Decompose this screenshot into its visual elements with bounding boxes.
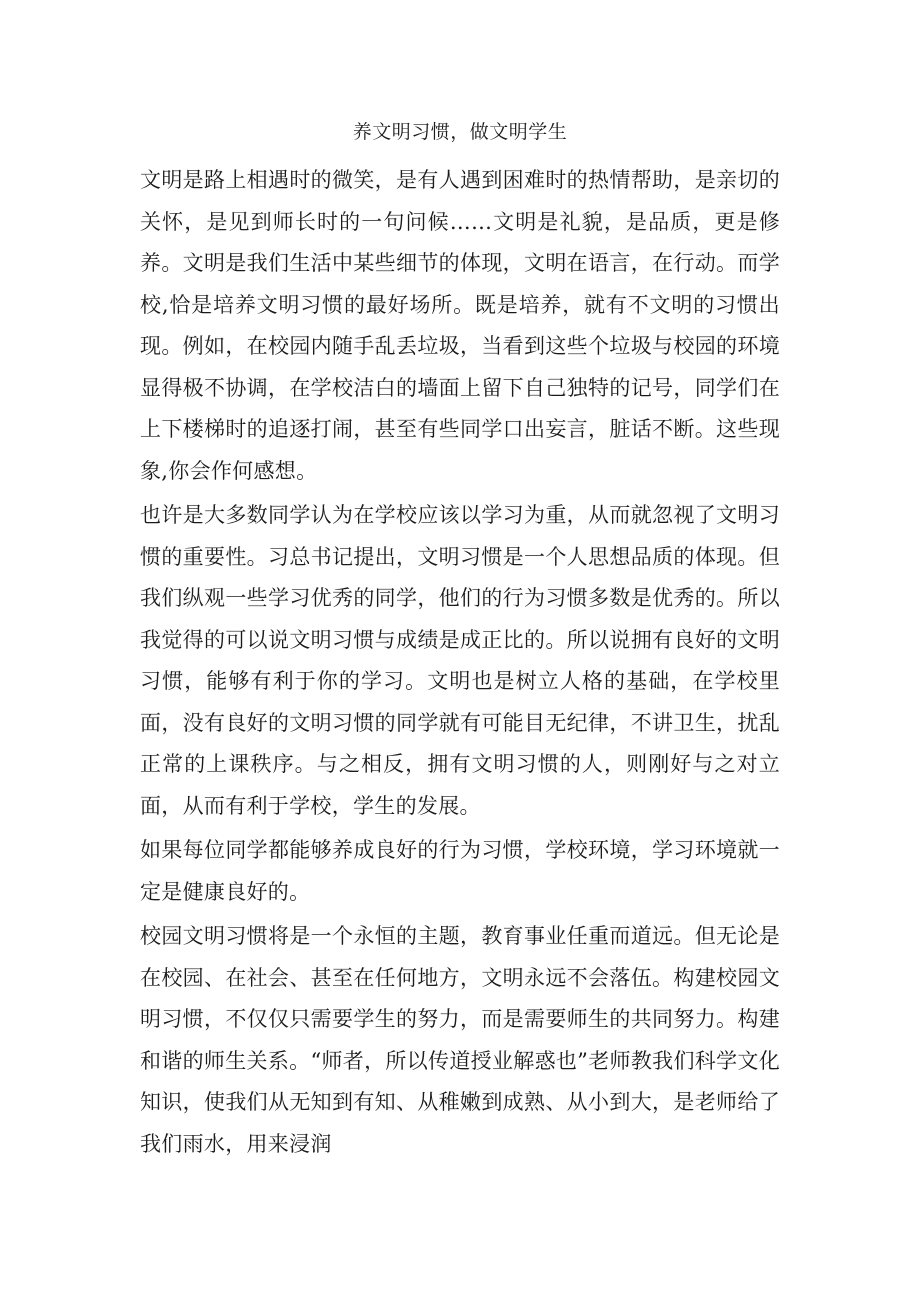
document-body — [140, 160, 780, 1165]
paragraph-3: 如果每位同学都能够养成良好的行为习惯，学校环境，学习环境就一定是健康良好的。 — [140, 838, 780, 904]
document-title: 养文明习惯，做文明学生 — [352, 121, 568, 143]
paragraph-1: 文明是路上相遇时的微笑，是有人遇到困难时的热情帮助，是亲切的关怀，是见到师长时的一句问候……文明是礼貌，是品质，更是修养。文明是我们生活中某些细节的体现，文明在语言，在行动。而学校,恰是培养文明习惯的最好场所。既是培养，就有不文明的习惯出现。例如，在校园内随手乱丢垃圾，当看到这些个垃圾与校园的环境显得极不协调，在学校洁白的墙面上留下自己独特的记号，同学们在上下楼梯时的追逐打闹，甚至有些同学口出妄言，脏话不断。这些现象,你会作何感想。 — [140, 168, 780, 483]
paragraph-2: 也许是大多数同学认为在学校应该以学习为重，从而就忽视了文明习惯的重要性。习总书记提出，文明习惯是一个人思想品质的体现。但我们纵观一些学习优秀的同学，他们的行为习惯多数是优秀的。所以我觉得的可以说文明习惯与成绩是成正比的。所以说拥有良好的文明习惯，能够有利于你的学习。文明也是树立人格的基础，在学校里面，没有良好的文明习惯的同学就有可能目无纪律，不讲卫生，扰乱正常的上课秩序。与之相反，拥有文明习惯的人，则刚好与之对立面，从而有利于学校，学生的发展。 — [140, 503, 780, 818]
paragraph-4: 校园文明习惯将是一个永恒的主题，教育事业任重而道远。但无论是在校园、在社会、甚至在任何地方，文明永远不会落伍。构建校园文明习惯，不仅仅只需要学生的努力，而是需要师生的共同努力。构建和谐的师生关系。“师者，所以传道授业解惑也”老师教我们科学文化知识，使我们从无知到有知、从稚嫩到成熟、从小到大，是老师给了我们雨水，用来浸润 — [140, 924, 780, 1156]
